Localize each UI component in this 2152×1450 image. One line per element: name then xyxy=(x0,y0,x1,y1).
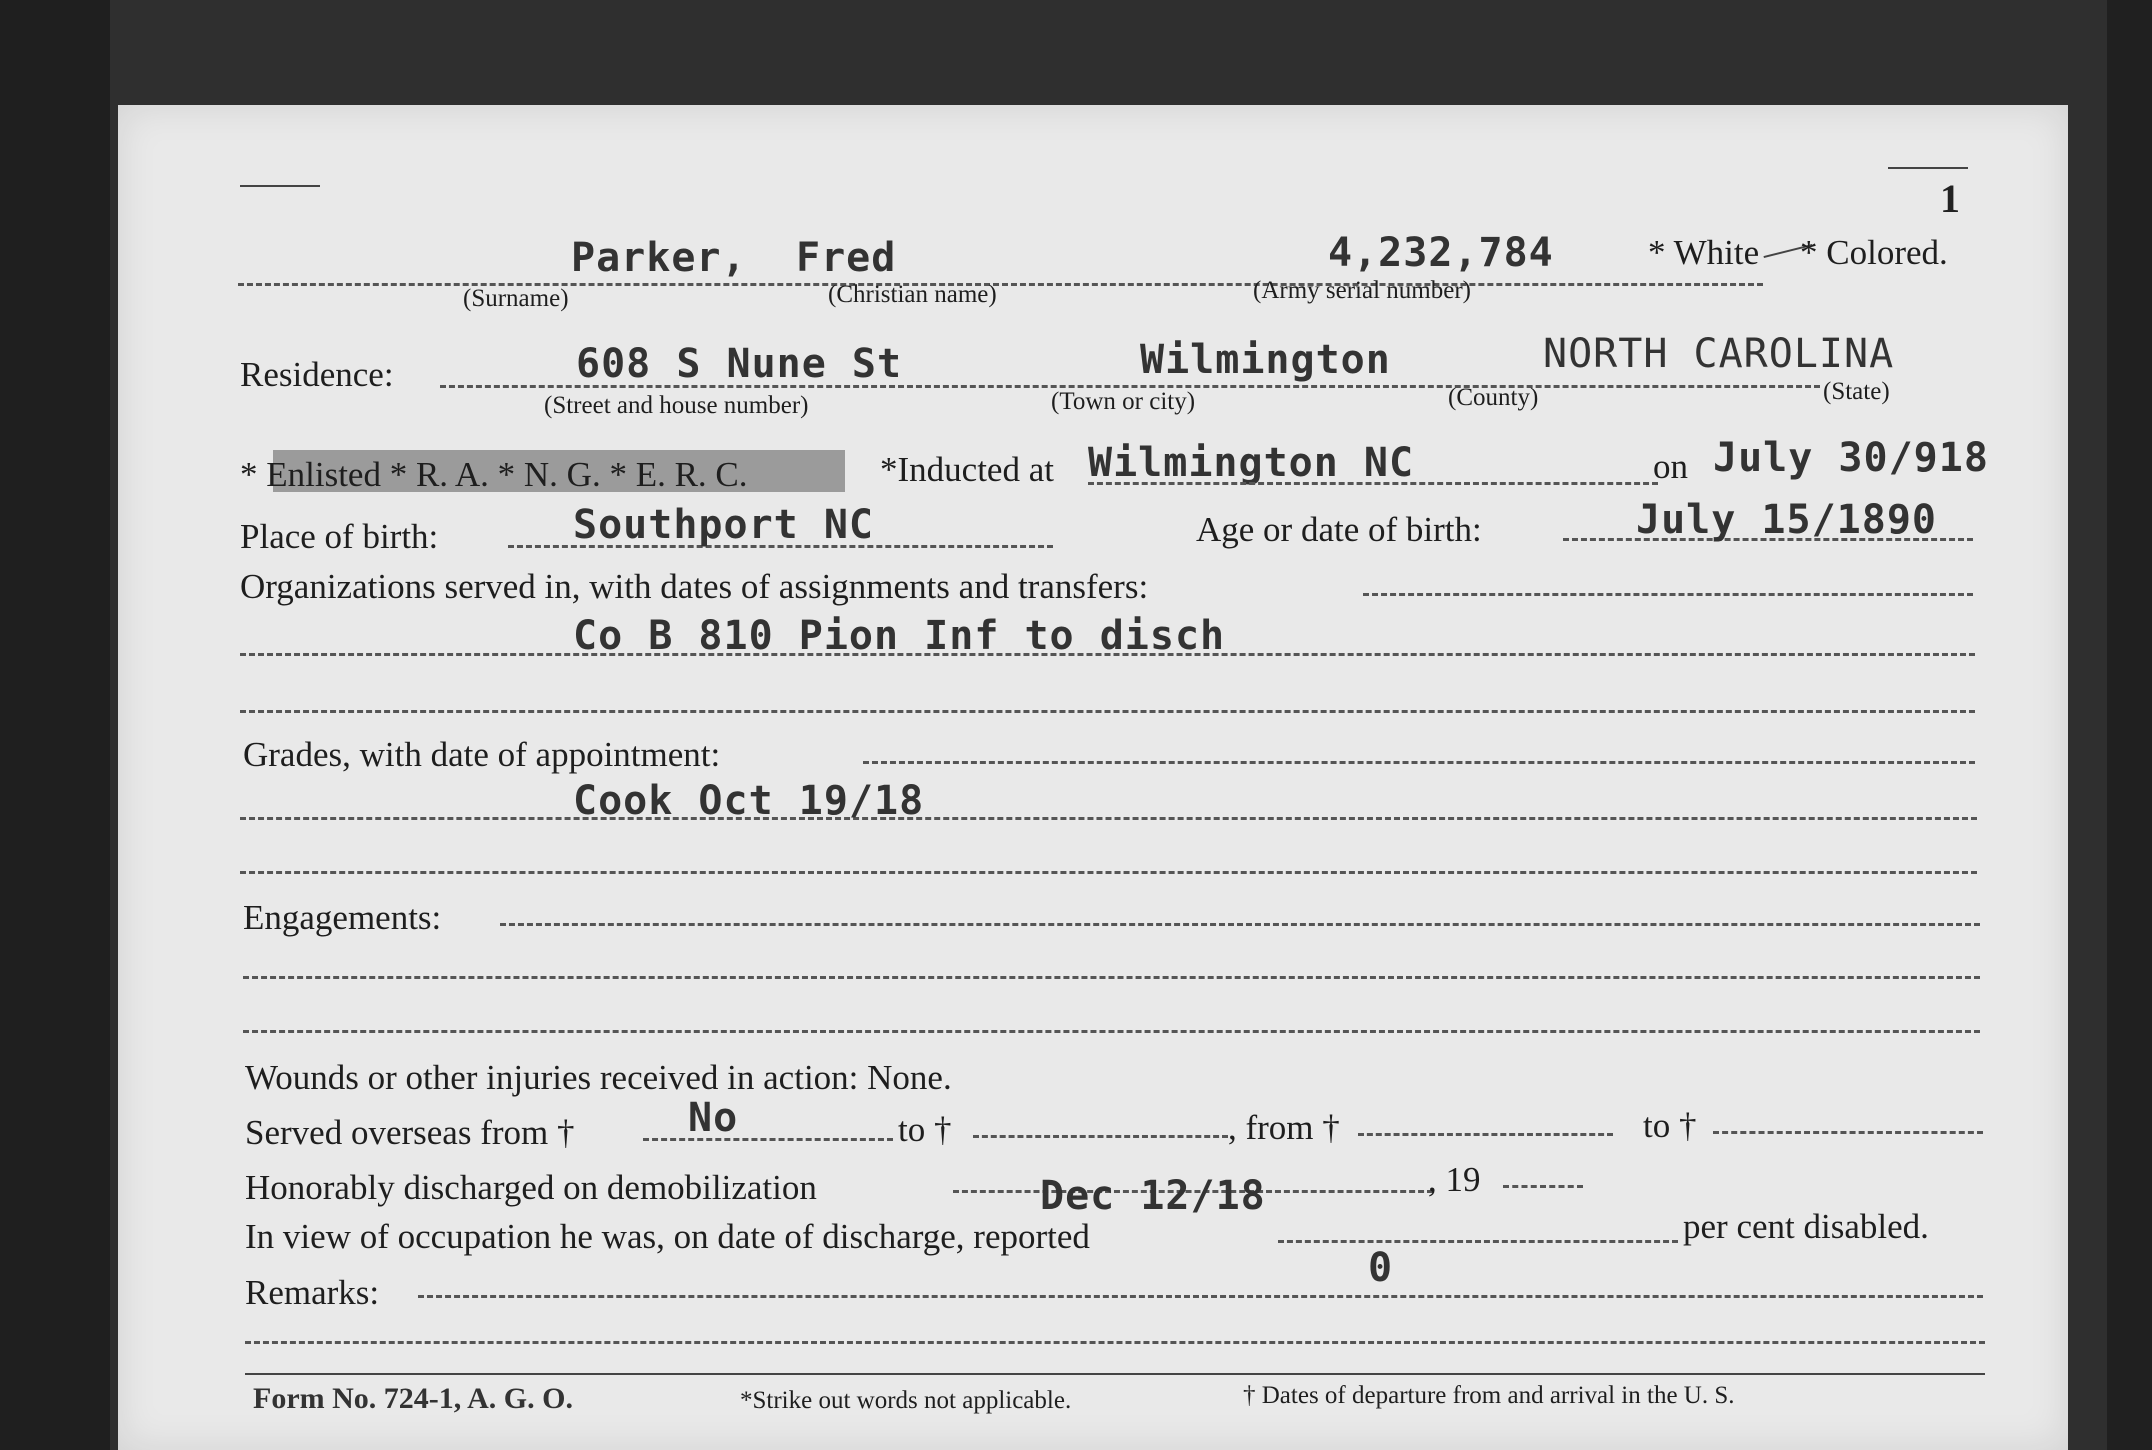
remarks-label: Remarks: xyxy=(245,1273,380,1312)
date-of-birth-value: July 15/1890 xyxy=(1636,497,1937,543)
discharge-date-value: Dec 12/18 xyxy=(1040,1173,1266,1219)
surname-caption: (Surname) xyxy=(463,285,569,312)
grades-label: Grades, with date of appointment: xyxy=(243,735,721,774)
form-number: Form No. 724-1, A. G. O. xyxy=(253,1382,573,1415)
grades-line-2 xyxy=(240,817,1977,820)
serial-number-caption: (Army serial number) xyxy=(1253,277,1471,304)
engagements-line-2 xyxy=(243,976,1980,979)
card-number: 1 xyxy=(1940,176,1960,221)
serial-number-value: 4,232,784 xyxy=(1328,230,1554,276)
surname-value: Parker, xyxy=(571,235,747,281)
race-colored-option: * Colored. xyxy=(1800,233,1948,272)
street-value: 608 S Nune St xyxy=(576,341,903,387)
engagements-label: Engagements: xyxy=(243,898,442,937)
overseas-label: Served overseas from † xyxy=(245,1113,575,1152)
overseas-from-line-2 xyxy=(1358,1133,1613,1136)
organizations-line-3 xyxy=(240,710,1975,713)
draft-record-card xyxy=(118,105,2068,1450)
overseas-to-label: to † xyxy=(898,1110,952,1149)
scanner-background-left xyxy=(0,0,110,1450)
organization-value: Co B 810 Pion Inf to disch xyxy=(573,613,1226,659)
disability-suffix: per cent disabled. xyxy=(1683,1207,1929,1246)
street-caption: (Street and house number) xyxy=(544,392,809,419)
christian-name-caption: (Christian name) xyxy=(828,281,997,308)
state-caption: (State) xyxy=(1823,378,1890,405)
footnote-strike: *Strike out words not applicable. xyxy=(740,1387,1072,1414)
engagements-line-1 xyxy=(500,923,1980,926)
overseas-to-line xyxy=(973,1135,1228,1138)
residence-label: Residence: xyxy=(240,355,394,394)
disability-line xyxy=(1278,1240,1678,1243)
place-of-birth-label: Place of birth: xyxy=(240,517,439,556)
city-value: Wilmington xyxy=(1140,337,1391,383)
top-right-rule xyxy=(1888,167,1968,169)
year-label: , 19 xyxy=(1428,1160,1481,1199)
inducted-line xyxy=(1088,482,1658,485)
place-of-birth-value: Southport NC xyxy=(573,502,874,548)
grade-value: Cook Oct 19/18 xyxy=(573,778,925,824)
overseas-from-label: , from † xyxy=(1228,1108,1340,1147)
enlisted-options: * Enlisted * R. A. * N. G. * E. R. C. xyxy=(240,455,748,494)
county-caption: (County) xyxy=(1448,384,1539,411)
year-line xyxy=(1503,1185,1583,1188)
remarks-line-2 xyxy=(245,1341,1985,1344)
on-label: on xyxy=(1653,447,1688,486)
footnote-dates: † Dates of departure from and arrival in the U. S. xyxy=(1243,1382,1735,1409)
top-left-rule xyxy=(240,185,320,187)
inducted-at-value: Wilmington NC xyxy=(1088,440,1415,486)
overseas-to-line-2 xyxy=(1713,1131,1983,1134)
wounds-label: Wounds or other injuries received in action: None. xyxy=(245,1058,952,1097)
scanner-background-right xyxy=(2107,0,2152,1450)
remarks-line-1 xyxy=(418,1295,1983,1298)
state-value: NORTH CAROLINA xyxy=(1543,331,1895,377)
footer-rule xyxy=(245,1373,1985,1375)
organizations-line-1 xyxy=(1363,593,1973,596)
overseas-value: No xyxy=(688,1095,739,1141)
discharged-label: Honorably discharged on demobilization xyxy=(245,1168,817,1207)
grades-line-1 xyxy=(863,761,1975,764)
overseas-from-line xyxy=(643,1138,893,1141)
disability-value: 0 xyxy=(1368,1245,1394,1291)
overseas-to-label-2: to † xyxy=(1643,1106,1697,1145)
grades-line-3 xyxy=(240,871,1977,874)
inducted-date-value: July 30/918 xyxy=(1713,435,1989,481)
engagements-line-3 xyxy=(243,1030,1980,1033)
city-caption: (Town or city) xyxy=(1051,388,1196,415)
disability-label: In view of occupation he was, on date of discharge, reported xyxy=(245,1217,1090,1256)
inducted-label: *Inducted at xyxy=(880,450,1054,489)
race-white-option: * White xyxy=(1648,233,1760,272)
organizations-label: Organizations served in, with dates of assignments and transfers: xyxy=(240,567,1149,606)
date-of-birth-label: Age or date of birth: xyxy=(1196,510,1482,549)
christian-name-value: Fred xyxy=(796,235,897,281)
